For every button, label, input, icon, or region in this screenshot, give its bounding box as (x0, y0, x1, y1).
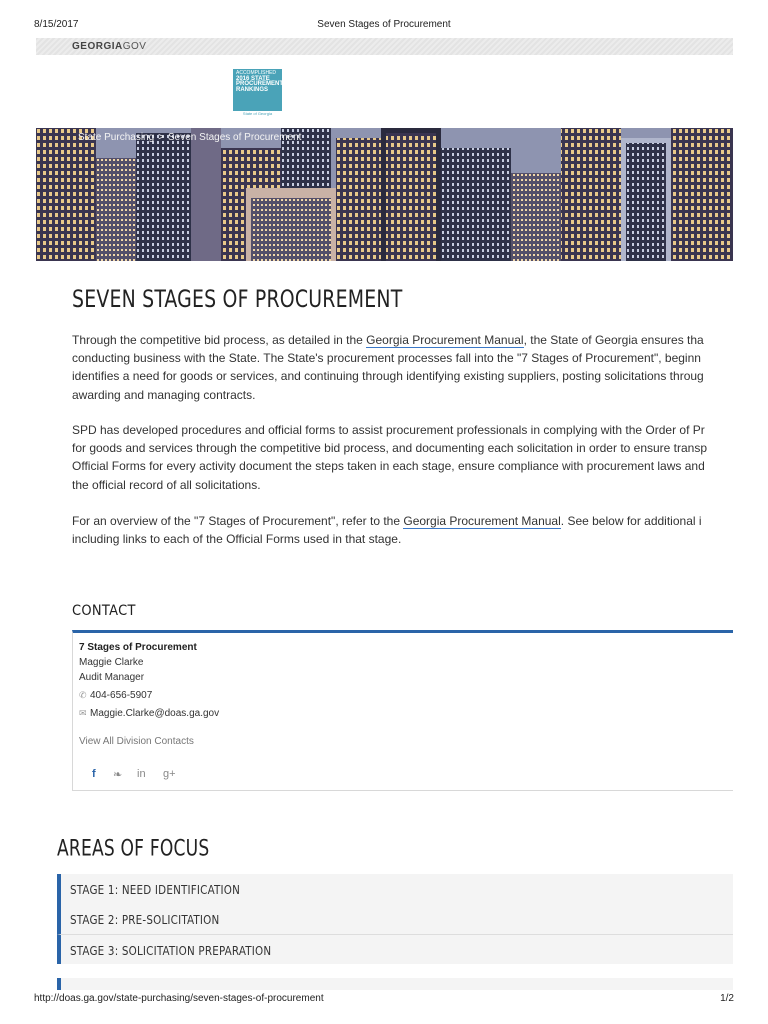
stage-label: STAGE 2: PRE-SOLICITATION (70, 912, 220, 928)
intro-paragraph (72, 331, 733, 404)
georgia-gov-logo[interactable]: GEORGIAGOV (72, 41, 147, 52)
view-all-contacts-link[interactable]: View All Division Contacts (79, 736, 194, 747)
text-line: for goods and services through the competitive bid process, and documenting each solicitation in order to ensure transp (72, 441, 708, 456)
procedures-paragraph (72, 421, 733, 494)
text-line: Official Forms for every activity document the steps taken in each stage, ensure compliance with procurement laws and (72, 459, 705, 474)
badge-line: RANKINGS (236, 86, 269, 93)
stage-2-accordion[interactable] (57, 904, 733, 934)
envelope-icon: ✉ (79, 708, 87, 718)
print-url: http://doas.ga.gov/state-purchasing/seven-stages-of-procurement (34, 993, 324, 1004)
breadcrumb (78, 132, 305, 143)
text-line: awarding and managing contracts. (72, 387, 256, 402)
procurement-rankings-badge[interactable] (233, 69, 282, 111)
badge-line: ACCOMPLISHED (236, 70, 277, 76)
contact-card (72, 630, 733, 791)
stage-3-accordion[interactable] (57, 934, 733, 964)
areas-of-focus-heading: AREAS OF FOCUS (57, 836, 210, 862)
contact-phone[interactable]: ✆ 404-656-5907 (79, 690, 153, 701)
text-line: including links to each of the Official Forms used in that stage. (72, 532, 402, 547)
text-line: SPD has developed procedures and official forms to assist procurement professionals in complying with the Order of Pr (72, 423, 705, 437)
stage-label: STAGE 3: SOLICITATION PREPARATION (70, 943, 272, 959)
twitter-icon[interactable]: ❧ (113, 769, 123, 781)
text-line: conducting business with the State. The State's procurement processes fall into the "7 Stages of Procurement", beginn (72, 351, 701, 366)
phone-icon: ✆ (79, 690, 87, 700)
gov-bar (36, 38, 733, 55)
stage-4-accordion-partial[interactable] (57, 978, 733, 990)
print-title: Seven Stages of Procurement (317, 19, 451, 30)
google-plus-icon[interactable]: g+ (163, 768, 176, 780)
contact-role: Audit Manager (79, 672, 145, 683)
linkedin-icon[interactable]: in (137, 768, 146, 780)
contact-person: Maggie Clarke (79, 657, 144, 668)
breadcrumb-separator: > (158, 132, 165, 143)
print-date: 8/15/2017 (34, 19, 79, 30)
contact-email[interactable]: ✉ Maggie.Clarke@doas.ga.gov (79, 708, 220, 719)
badge-line: 2016 STATE (236, 75, 270, 82)
page-title: SEVEN STAGES OF PROCUREMENT (72, 285, 403, 313)
skyline-illustration (36, 128, 733, 261)
text-line: the official record of all solicitations. (72, 477, 261, 492)
overview-paragraph (72, 512, 733, 548)
text-line: For an overview of the "7 Stages of Procurement", refer to the Georgia Procurement Manual. See below for additional i (72, 514, 702, 528)
hero-cityscape-image (36, 128, 733, 261)
stage-label: STAGE 1: NEED IDENTIFICATION (70, 882, 241, 898)
stage-1-accordion[interactable] (57, 874, 733, 904)
text-line: Through the competitive bid process, as detailed in the Georgia Procurement Manual, the State of Georgia ensures tha (72, 333, 704, 347)
procurement-manual-link[interactable]: Georgia Procurement Manual (366, 333, 524, 347)
facebook-icon[interactable]: f (92, 768, 96, 780)
contact-name: 7 Stages of Procurement (79, 642, 197, 653)
breadcrumb-current: Seven Stages of Procurement (168, 132, 302, 143)
text-line: identifies a need for goods or services, and continuing through identifying existing suppliers, posting solicitations throug (72, 369, 704, 384)
procurement-manual-link-2[interactable]: Georgia Procurement Manual (403, 514, 561, 528)
breadcrumb-parent[interactable]: State Purchasing (78, 132, 155, 143)
print-page-number: 1/2 (720, 993, 734, 1004)
badge-line: PROCUREMENT (236, 81, 284, 87)
contact-heading: CONTACT (72, 603, 136, 620)
badge-subtitle: State of Georgia (233, 111, 282, 123)
